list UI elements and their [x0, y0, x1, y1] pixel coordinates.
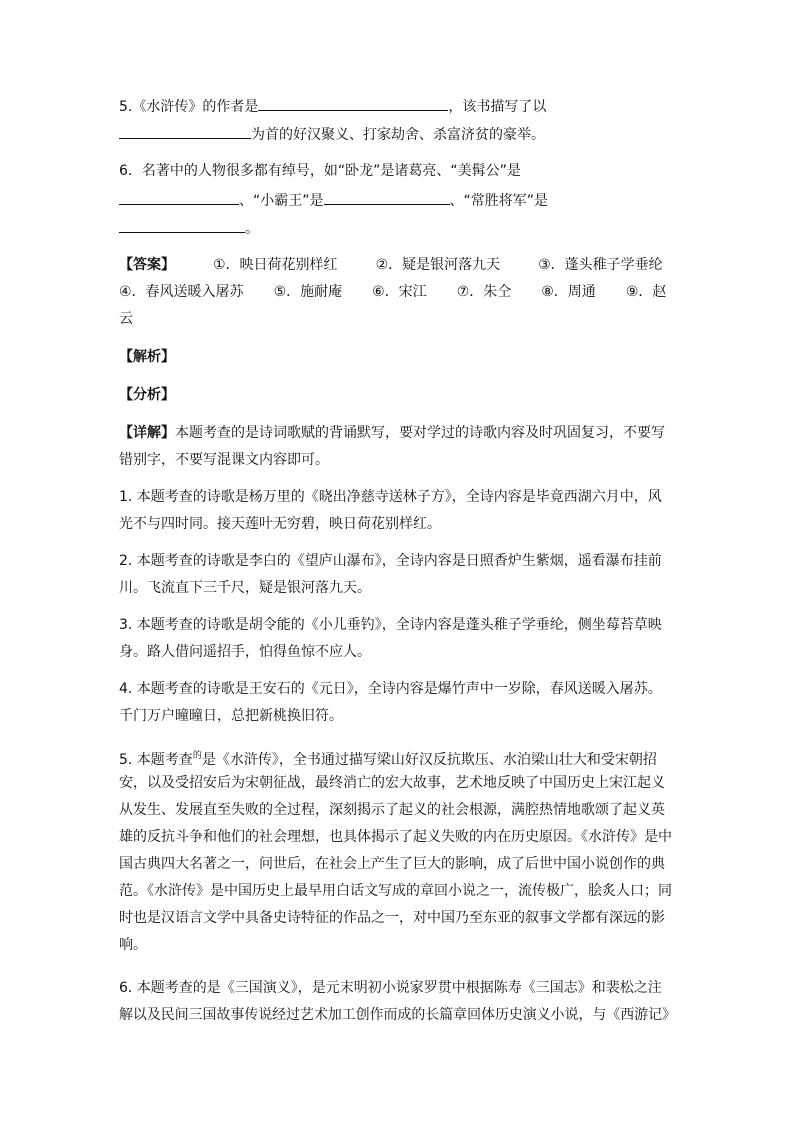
answer-line2 [119, 283, 666, 301]
q6-line2 [119, 190, 548, 210]
item1-line2: 光不与四时同。接天莲叶无穷碧，映日荷花别样红。 [119, 516, 441, 532]
answer-item-7: ⑦．朱仝 [456, 284, 512, 300]
answer-wrap: 云 [119, 311, 133, 327]
detail-text1: 本题考查的是诗词歌赋的背诵默写，要对学过的诗歌内容及时巩固复习，不要写 [175, 425, 665, 441]
item5-tail: 是《水浒传》，全书通过描写梁山好汉反抗欺压、水泊梁山壮大和受宋朝招 [201, 752, 657, 768]
answer-item-3: ③．蓬头稚子学垂纶 [538, 257, 663, 273]
q5-blank-author[interactable] [258, 96, 448, 111]
answer-item-1: ①．映日荷花别样红 [213, 257, 338, 273]
q6-blank-xiaobawang[interactable] [324, 190, 450, 205]
detail-line1 [119, 424, 665, 442]
q6-blank-meiran[interactable] [119, 190, 239, 205]
answer-item-5: ⑤．施耐庵 [273, 284, 343, 300]
item4-line1: 4. 本题考查的诗歌是王安石的《元日》，全诗内容是爆竹声中一岁除，春风送暖入屠苏。 [119, 681, 662, 697]
item5-line5: 国古典四大名著之一，问世后，在社会上产生了巨大的影响，成了后世中国小说创作的典 [119, 856, 665, 872]
item5-line1 [119, 747, 657, 769]
item5-line7: 时也是汉语言文学中具备史诗特征的作品之一，对中国乃至东亚的叙事文学都有深远的影 [119, 910, 665, 926]
q5-line2 [119, 124, 545, 144]
item6-line2: 解以及民间三国故事传说经过艺术加工创作而成的长篇章回体历史演义小说，与《西游记》 [119, 1007, 676, 1023]
item5-line2: 安，以及受招安后为宋朝征战，最终消亡的宏大故事，艺术地反映了中国历史上宋江起义 [119, 775, 665, 791]
q5-line1 [119, 96, 546, 116]
q5-mid: ，该书描写了以 [448, 99, 547, 115]
item3-line2: 身。路人借问遥招手，怕得鱼惊不应人。 [119, 644, 371, 660]
item5-line8: 响。 [119, 937, 147, 953]
item3-line1: 3. 本题考查的诗歌是胡令能的《小儿垂钓》，全诗内容是蓬头稚子学垂纶，侧坐莓苔草映 [119, 617, 662, 633]
q6-line3 [119, 218, 259, 238]
q6-part3: 、“常胜将军”是 [449, 193, 549, 209]
q6-prefix: 6．名著中的人物很多都有绰号，如“卧龙”是诸葛亮、“美髯公”是 [119, 163, 521, 179]
detail-label: 【详解】 [119, 425, 175, 441]
item5-line3: 从发生、发展直至失败的全过程，深刻揭示了起义的社会根源，满腔热情地歌颂了起义英 [119, 802, 665, 818]
q5-suffix: 为首的好汉聚义、打家劫舍、杀富济贫的豪举。 [251, 127, 545, 143]
item5-sup: 的 [192, 751, 202, 761]
answer-label: 【答案】 [119, 257, 175, 273]
item1-line1: 1. 本题考查的诗歌是杨万里的《晓出净慈寺送林子方》，全诗内容是毕竟西湖六月中，风 [119, 489, 662, 505]
detail-line2: 错别字，不要写混课文内容即可。 [119, 452, 329, 468]
answer-item-6: ⑥．宋江 [372, 284, 427, 300]
item6-line1: 6. 本题考查的是《三国演义》，是元末明初小说家罗贯中根据陈寿《三国志》和裴松之注 [119, 980, 662, 996]
q5-prefix: 5.《水浒传》的作者是 [119, 99, 259, 115]
q6-line1 [119, 162, 521, 180]
answer-item-9: ⑨．赵 [625, 284, 667, 300]
answer-item-4: ④．春风送暖入屠苏 [119, 284, 244, 300]
answer-item-8: ⑧．周通 [541, 284, 596, 300]
q6-part2: 、“小霸王”是 [239, 193, 324, 209]
jiexi-heading: 【解析】 [119, 349, 175, 365]
answer-line3 [119, 310, 133, 328]
item2-line1: 2. 本题考查的诗歌是李白的《望庐山瀑布》，全诗内容是日照香炉生紫烟，遥看瀑布挂前 [119, 553, 662, 569]
q6-blank-changsheng[interactable] [119, 218, 245, 233]
item4-line2: 千门万户曈曈日，总把新桃换旧符。 [119, 708, 343, 724]
answer-line1 [119, 256, 663, 274]
q5-blank-leader[interactable] [119, 124, 251, 139]
answer-item-2: ②．疑是银河落九天 [375, 257, 501, 273]
item5-line6: 范。《水浒传》是中国历史上最早用白话文写成的章回小说之一，流传极广，脍炙人口；同 [119, 883, 672, 899]
item2-line2: 川。飞流直下三千尺，疑是银河落九天。 [119, 580, 371, 596]
q6-end: 。 [245, 221, 259, 237]
item5-head: 5. 本题考查 [119, 752, 193, 768]
item5-line4: 雄的反抗斗争和他们的社会理想，也具体揭示了起义失败的内在历史原因。《水浒传》是中 [119, 829, 672, 845]
fenxi-heading: 【分析】 [119, 387, 175, 403]
